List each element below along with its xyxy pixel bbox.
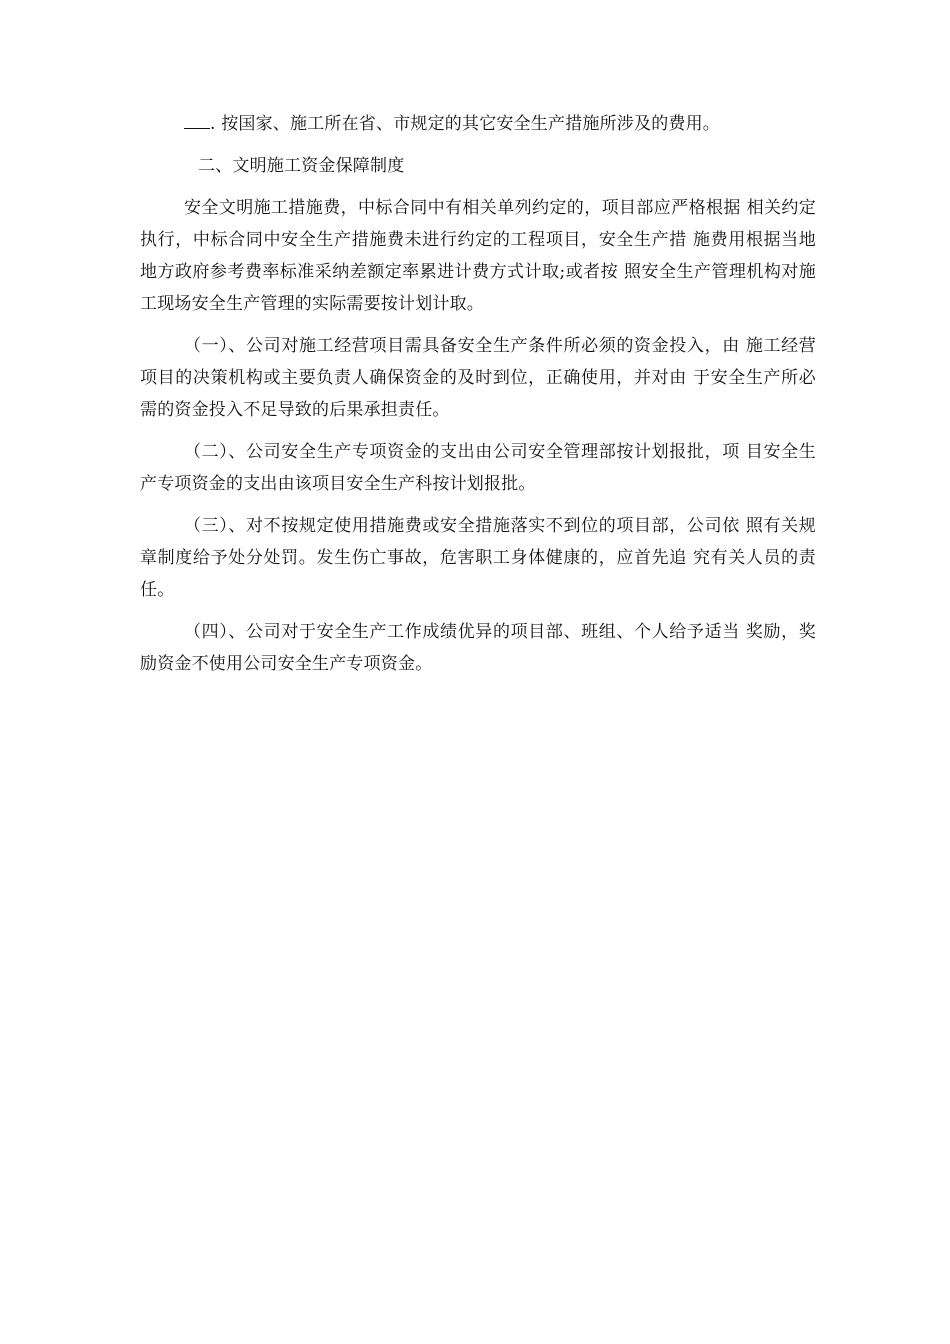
fill-in-blank (184, 112, 210, 129)
paragraph-fee-policy: 安全文明施工措施费，中标合同中有相关单列约定的，项目部应严格根据 相关约定执行，中标合同中安全生产措施费未进行约定的工程项目，安全生产措 施费用根据当地地方政府参考费率标准采纳差额定率累进计费方式计取;或者按 照安全生产管理机构对施工现场安全生产管理的实际需要按计划计取。 (140, 198, 816, 314)
paragraph-clause-3: （三）、对不按规定使用措施费或安全措施落实不到位的项目部，公司依 照有关规章制度给予处分处罚。发生伤亡事故，危害职工身体健康的，应首先追 究有关人员的责任。 (140, 516, 816, 600)
paragraph-clause-1: （一）、公司对施工经营项目需具备安全生产条件所必须的资金投入，由 施工经营项目的决策机构或主要负责人确保资金的及时到位，正确使用，并对由 于安全生产所必需的资金投入不足导致的后果承担责任。 (140, 336, 816, 420)
paragraph-clause-4: （四）、公司对于安全生产工作成绩优异的项目部、班组、个人给予适当 奖励，奖励资金不使用公司安全生产专项资金。 (140, 622, 816, 674)
section-heading: 二、文明施工资金保障制度 (198, 156, 405, 176)
document-body (140, 108, 816, 680)
paragraph-fee-item-text: . 按国家、施工所在省、市规定的其它安全生产措施所涉及的费用。 (210, 114, 721, 134)
paragraph-clause-2: （二）、公司安全生产专项资金的支出由公司安全管理部按计划报批，项 目安全生产专项资金的支出由该项目安全生产科按计划报批。 (140, 442, 816, 494)
paragraph-fee-item (140, 108, 816, 140)
